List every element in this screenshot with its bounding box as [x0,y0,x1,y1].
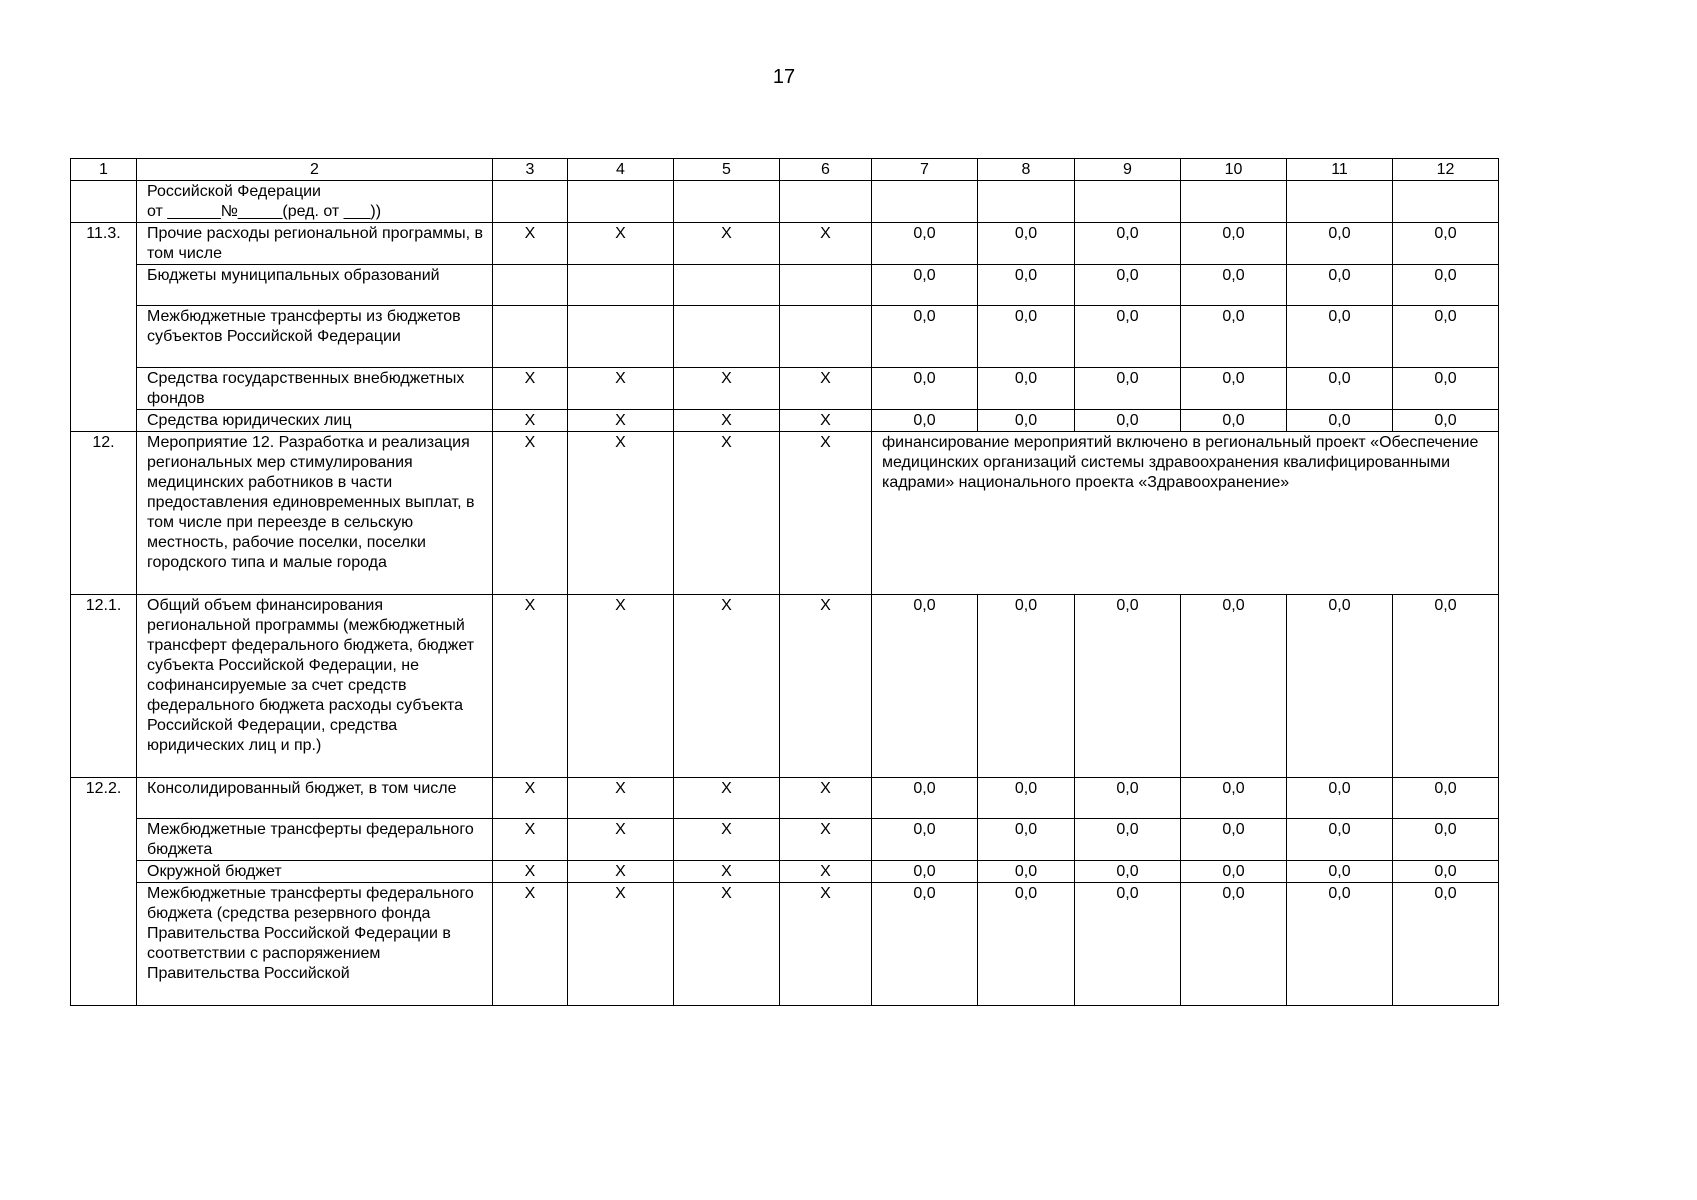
column-header: 8 [978,159,1075,181]
value-cell: 0,0 [978,883,1075,1006]
value-cell: 0,0 [1393,223,1499,265]
value-cell: 0,0 [872,819,978,861]
row-description: Консолидированный бюджет, в том числе [137,778,493,819]
value-cell: 0,0 [978,410,1075,432]
value-cell: 0,0 [1181,778,1287,819]
value-cell: 0,0 [1075,778,1181,819]
value-cell: 0,0 [978,595,1075,778]
mark-cell: X [568,432,674,595]
value-cell: 0,0 [872,595,978,778]
value-cell: 0,0 [1287,410,1393,432]
table-cell [780,265,872,306]
row-description: Межбюджетные трансферты из бюджетов субъектов Российской Федерации [137,306,493,368]
mark-cell: X [674,432,780,595]
value-cell: 0,0 [1181,410,1287,432]
mark-cell: X [780,432,872,595]
row-description: Мероприятие 12. Разработка и реализация региональных мер стимулирования медицинских работников в части предоставления единовременных выплат, в том числе при переезде в сельскую местность, рабочие поселки, поселки городского типа и малые города [137,432,493,595]
mark-cell: X [780,410,872,432]
value-cell: 0,0 [1393,595,1499,778]
page-number: 17 [772,66,796,88]
value-cell: 0,0 [1393,861,1499,883]
mark-cell: X [493,883,568,1006]
row-number: 12. [71,432,137,595]
mark-cell: X [493,368,568,410]
value-cell: 0,0 [1287,306,1393,368]
value-cell: 0,0 [978,223,1075,265]
row-description: Межбюджетные трансферты федерального бюджета [137,819,493,861]
table-row [71,432,1499,595]
value-cell: 0,0 [1393,306,1499,368]
row-description: Средства государственных внебюджетных фондов [137,368,493,410]
mark-cell: X [674,883,780,1006]
table-row [71,595,1499,778]
value-cell: 0,0 [1393,778,1499,819]
column-header: 5 [674,159,780,181]
mark-cell: X [568,819,674,861]
value-cell: 0,0 [1075,265,1181,306]
mark-cell: X [780,368,872,410]
table-cell [493,265,568,306]
mark-cell: X [674,819,780,861]
table-row [71,368,1499,410]
row-description: Бюджеты муниципальных образований [137,265,493,306]
table-cell [674,181,780,223]
row-description: Окружной бюджет [137,861,493,883]
table-cell [568,306,674,368]
row-description: Общий объем финансирования региональной программы (межбюджетный трансферт федерального бюджета, бюджет субъекта Российской Федерации, не софинансируемые за счет средств федерального бюджета расходы субъекта Российской Федерации, средства юридических лиц и пр.) [137,595,493,778]
table-row [71,861,1499,883]
column-header: 11 [1287,159,1393,181]
value-cell: 0,0 [872,861,978,883]
mark-cell: X [674,223,780,265]
mark-cell: X [674,410,780,432]
column-header: 1 [71,159,137,181]
value-cell: 0,0 [872,778,978,819]
mark-cell: X [493,819,568,861]
value-cell: 0,0 [978,819,1075,861]
mark-cell: X [780,223,872,265]
mark-cell: X [493,410,568,432]
value-cell: 0,0 [872,410,978,432]
value-cell: 0,0 [1181,223,1287,265]
mark-cell: X [780,861,872,883]
value-cell: 0,0 [1287,819,1393,861]
value-cell: 0,0 [872,265,978,306]
table-row [71,265,1499,306]
row-description: Межбюджетные трансферты федерального бюджета (средства резервного фонда Правительства Российской Федерации в соответствии с распоряжением Правительства Российской [137,883,493,1006]
value-cell: 0,0 [1075,368,1181,410]
value-cell: 0,0 [1181,883,1287,1006]
financing-note: финансирование мероприятий включено в региональный проект «Обеспечение медицинских организаций системы здравоохранения квалифицированными кадрами» национального проекта «Здравоохранение» [872,432,1499,595]
value-cell: 0,0 [1287,223,1393,265]
mark-cell: X [674,861,780,883]
table-cell [1181,181,1287,223]
table-header-row [71,159,1499,181]
value-cell: 0,0 [872,883,978,1006]
column-header: 2 [137,159,493,181]
table-cell [674,306,780,368]
value-cell: 0,0 [978,265,1075,306]
row-number: 12.1. [71,595,137,778]
value-cell: 0,0 [1181,368,1287,410]
column-header: 4 [568,159,674,181]
mark-cell: X [780,595,872,778]
column-header: 3 [493,159,568,181]
mark-cell: X [568,223,674,265]
table-row-continuation [71,181,1499,223]
table-cell [1075,181,1181,223]
value-cell: 0,0 [1181,265,1287,306]
table-row [71,819,1499,861]
value-cell: 0,0 [1075,223,1181,265]
table-cell [978,181,1075,223]
value-cell: 0,0 [1393,368,1499,410]
mark-cell: X [568,883,674,1006]
table-row [71,410,1499,432]
mark-cell: X [780,883,872,1006]
mark-cell: X [568,861,674,883]
mark-cell: X [780,778,872,819]
column-header: 12 [1393,159,1499,181]
value-cell: 0,0 [1181,595,1287,778]
table-row [71,778,1499,819]
mark-cell: X [674,368,780,410]
mark-cell: X [493,595,568,778]
value-cell: 0,0 [1393,265,1499,306]
value-cell: 0,0 [1075,410,1181,432]
value-cell: 0,0 [1287,778,1393,819]
financing-table [70,158,1499,1006]
mark-cell: X [674,595,780,778]
row-number: 12.2. [71,778,137,1006]
row-number-cell [71,181,137,223]
continuation-line: Российской Федерации [147,183,321,200]
mark-cell: X [493,861,568,883]
value-cell: 0,0 [1393,819,1499,861]
table-row [71,306,1499,368]
row-number: 11.3. [71,223,137,432]
mark-cell: X [568,368,674,410]
value-cell: 0,0 [1287,883,1393,1006]
value-cell: 0,0 [978,368,1075,410]
value-cell: 0,0 [978,306,1075,368]
value-cell: 0,0 [1075,861,1181,883]
table-cell [493,181,568,223]
column-header: 7 [872,159,978,181]
table-cell [568,265,674,306]
value-cell: 0,0 [1075,306,1181,368]
value-cell: 0,0 [1181,861,1287,883]
value-cell: 0,0 [1075,883,1181,1006]
mark-cell: X [568,778,674,819]
mark-cell: X [568,410,674,432]
continuation-line: от ______№_____(ред. от ___)) [147,203,382,220]
table-cell [780,306,872,368]
table-cell [493,306,568,368]
row-description [137,181,493,223]
value-cell: 0,0 [872,223,978,265]
table-cell [780,181,872,223]
value-cell: 0,0 [978,778,1075,819]
value-cell: 0,0 [1287,265,1393,306]
mark-cell: X [493,778,568,819]
value-cell: 0,0 [1075,819,1181,861]
mark-cell: X [493,432,568,595]
table-cell [568,181,674,223]
value-cell: 0,0 [1287,861,1393,883]
value-cell: 0,0 [1181,819,1287,861]
row-description: Прочие расходы региональной программы, в том числе [137,223,493,265]
value-cell: 0,0 [1287,368,1393,410]
value-cell: 0,0 [1287,595,1393,778]
row-description: Средства юридических лиц [137,410,493,432]
table-cell [1393,181,1499,223]
value-cell: 0,0 [1075,595,1181,778]
column-header: 10 [1181,159,1287,181]
value-cell: 0,0 [1393,883,1499,1006]
table-row [71,883,1499,1006]
value-cell: 0,0 [872,368,978,410]
column-header: 6 [780,159,872,181]
mark-cell: X [780,819,872,861]
table-cell [674,265,780,306]
value-cell: 0,0 [1181,306,1287,368]
value-cell: 0,0 [872,306,978,368]
mark-cell: X [493,223,568,265]
value-cell: 0,0 [1393,410,1499,432]
table-cell [872,181,978,223]
mark-cell: X [674,778,780,819]
table-cell [1287,181,1393,223]
column-header: 9 [1075,159,1181,181]
value-cell: 0,0 [978,861,1075,883]
mark-cell: X [568,595,674,778]
table-row [71,223,1499,265]
